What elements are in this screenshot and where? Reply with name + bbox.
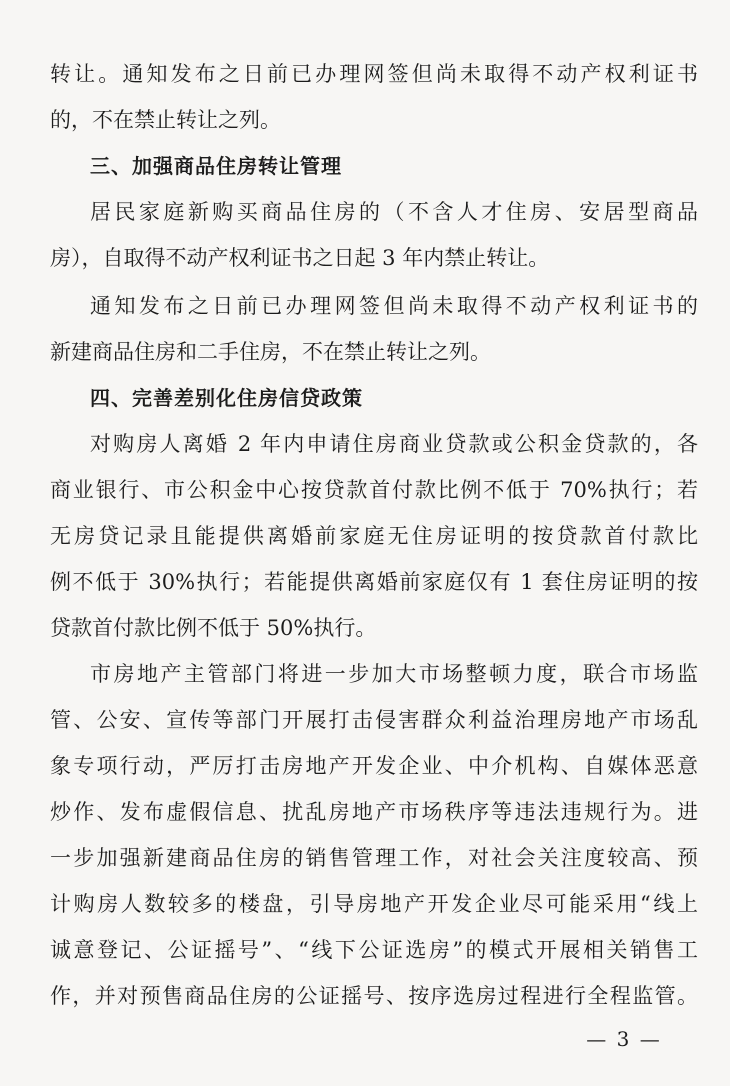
- text-line: 商业银行、市公积金中心按贷款首付款比例不低于 70%执行；若: [50, 478, 698, 502]
- text-line: 无房贷记录且能提供离婚前家庭无住房证明的按贷款首付款比: [50, 524, 698, 548]
- text-line: 对购房人离婚 2 年内申请住房商业贷款或公积金贷款的，各: [90, 432, 698, 456]
- text-line: 贷款首付款比例不低于 50%执行。: [50, 616, 377, 640]
- text-line: 象专项行动，严厉打击房地产开发企业、中介机构、自媒体恶意: [50, 754, 698, 778]
- text-line: 转让。通知发布之日前已办理网签但尚未取得不动产权利证书: [50, 62, 698, 86]
- text-line: 房），自取得不动产权利证书之日起 3 年内禁止转让。: [50, 246, 550, 270]
- text-line: 市房地产主管部门将进一步加大市场整顿力度，联合市场监: [90, 662, 698, 686]
- section-heading-three: 三、加强商品住房转让管理: [90, 154, 342, 178]
- text-line: 作，并对预售商品住房的公证摇号、按序选房过程进行全程监管。: [50, 984, 698, 1008]
- text-line: 的，不在禁止转让之列。: [50, 108, 281, 132]
- text-line: 管、公安、宣传等部门开展打击侵害群众利益治理房地产市场乱: [50, 708, 698, 732]
- text-line: 居民家庭新购买商品住房的（不含人才住房、安居型商品: [90, 200, 698, 224]
- page-number: — 3 —: [586, 1027, 662, 1051]
- text-line: 一步加强新建商品住房的销售管理工作，对社会关注度较高、预: [50, 846, 698, 870]
- text-line: 例不低于 30%执行；若能提供离婚前家庭仅有 1 套住房证明的按: [50, 570, 698, 594]
- section-heading-four: 四、完善差别化住房信贷政策: [90, 386, 363, 410]
- text-line: 新建商品住房和二手住房，不在禁止转让之列。: [50, 340, 491, 364]
- text-line: 诚意登记、公证摇号”、“线下公证选房”的模式开展相关销售工: [50, 938, 698, 962]
- text-line: 炒作、发布虚假信息、扰乱房地产市场秩序等违法违规行为。进: [50, 800, 698, 824]
- text-line: 计购房人数较多的楼盘，引导房地产开发企业尽可能采用“线上: [50, 892, 698, 916]
- text-line: 通知发布之日前已办理网签但尚未取得不动产权利证书的: [90, 294, 698, 318]
